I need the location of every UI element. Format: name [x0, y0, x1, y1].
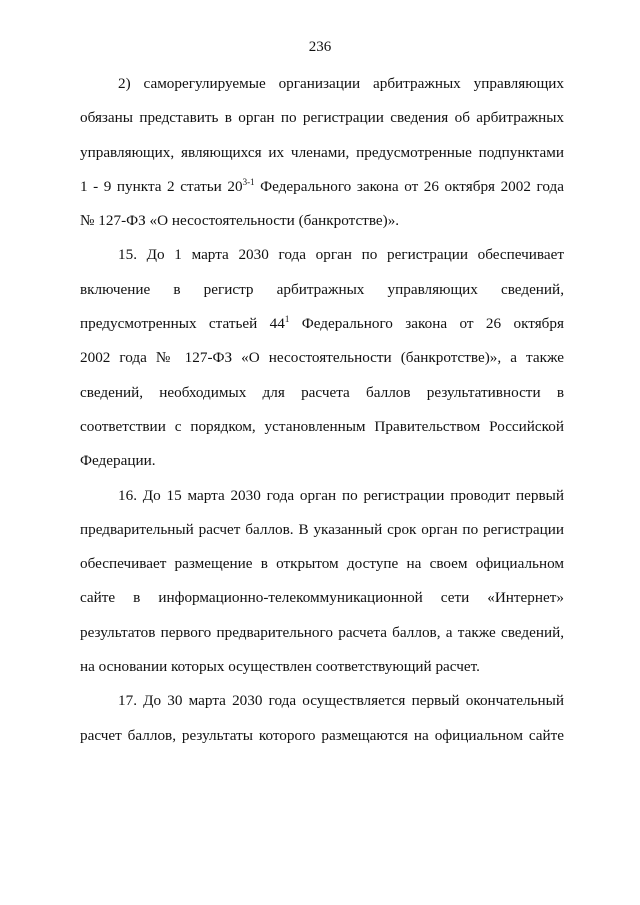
text-line: результатов первого предварительного расчета баллов, а также сведений, — [80, 623, 564, 641]
text-line: 2) саморегулируемые организации арбитражных управляющих — [118, 75, 564, 92]
text-line: № 127-ФЗ «О несостоятельности (банкротстве)». — [80, 212, 400, 230]
paragraph-16 — [80, 482, 564, 688]
text-line: 17. До 30 марта 2030 года осуществляется первый окончательный — [118, 692, 564, 710]
paragraph-item-2 — [80, 70, 564, 241]
text-segment: Федерального закона от 26 октября 2002 года — [254, 177, 564, 195]
text-line: 15. До 1 марта 2030 года орган по регистрации обеспечивает — [118, 246, 564, 264]
superscript: 3-1 — [242, 176, 255, 187]
text-line — [80, 310, 564, 344]
text-line: расчет баллов, результаты которого размещаются на официальном сайте — [80, 726, 564, 744]
text-line: 16. До 15 марта 2030 года орган по регистрации проводит первый — [118, 486, 564, 504]
text-segment: предусмотренных статьей 44 — [80, 315, 285, 333]
text-line: на основании которых осуществлен соответствующий расчет. — [80, 658, 480, 676]
text-line: сведений, необходимых для расчета баллов результативности в — [80, 383, 564, 401]
text-line: управляющих, являющихся их членами, предусмотренные подпунктами — [80, 143, 564, 161]
text-line: 2002 года № 127-ФЗ «О несостоятельности (банкротстве)», а также — [80, 349, 564, 367]
text-line: сайте в информационно-телекоммуникационной сети «Интернет» — [80, 589, 564, 607]
text-segment: 1 - 9 пункта 2 статьи 20 — [80, 177, 243, 195]
text-line: соответствии с порядком, установленным Правительством Российской — [80, 417, 564, 435]
text-line: обязаны представить в орган по регистрации сведения об арбитражных — [80, 109, 564, 127]
superscript: 1 — [284, 314, 290, 325]
text-segment: Федерального закона от 26 октября — [289, 315, 564, 333]
text-line: включение в регистр арбитражных управляющих сведений, — [80, 280, 564, 298]
document-body — [80, 70, 564, 756]
text-line: Федерации. — [80, 452, 156, 470]
text-line: предварительный расчет баллов. В указанный срок орган по регистрации — [80, 520, 564, 538]
paragraph-15 — [80, 241, 564, 481]
text-line — [80, 173, 564, 207]
paragraph-17 — [80, 687, 564, 756]
text-line: обеспечивает размещение в открытом доступе на своем официальном — [80, 555, 564, 573]
page-number: 236 — [308, 39, 332, 55]
